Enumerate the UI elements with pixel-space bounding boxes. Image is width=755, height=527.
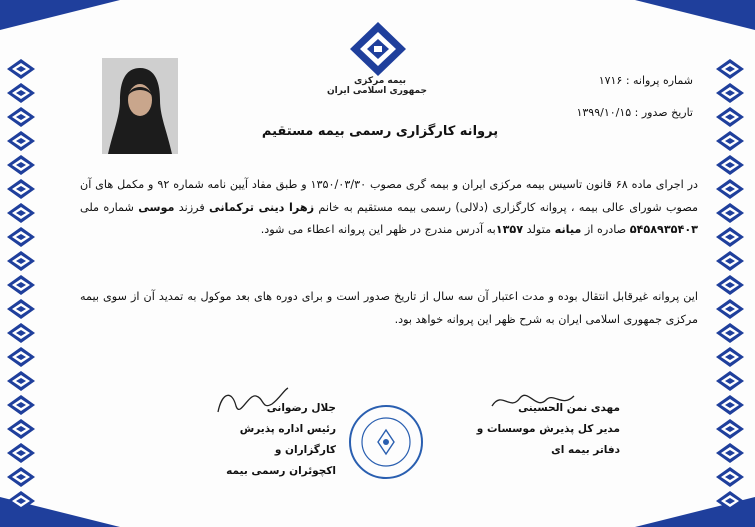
border-diamond-icon (715, 226, 745, 248)
p1-text-a: در اجرای ماده ۶۸ قانون تاسیس بیمه مرکزی ایران و بیمه گری مصوب ۱۳۵۰/۰۳/۳۰ و طبق مفاد آیین نامه شماره ۹۲ و مکمل های آن مصوب شورای عالی بیمه ، پروانه کارگزاری (دلالی) رسمی بیمه مستقیم به خانم (80, 178, 699, 214)
license-number-label: شماره پروانه : (625, 74, 693, 87)
document-title: پروانه کارگزاری رسمی بیمه مستقیم (261, 124, 499, 139)
border-diamond-icon (6, 394, 36, 416)
emblem-icon (346, 20, 410, 78)
border-diamond-icon (6, 370, 36, 392)
corner-decoration-top-left (0, 0, 120, 30)
border-diamond-icon (715, 58, 745, 80)
portrait-icon (102, 58, 178, 154)
border-diamond-icon (715, 178, 745, 200)
issue-date-label: تاریخ صدور : (634, 106, 693, 119)
left-border-pattern (6, 58, 40, 512)
license-number-value: ۱۷۱۶ (598, 74, 623, 87)
border-diamond-icon (715, 346, 745, 368)
logo-line-2: جمهوری اسلامی ایران (326, 86, 428, 96)
border-diamond-icon (715, 154, 745, 176)
border-diamond-icon (6, 226, 36, 248)
border-diamond-icon (6, 178, 36, 200)
border-diamond-icon (715, 442, 745, 464)
p1-text-c: شماره ملی (80, 200, 134, 214)
border-diamond-icon (6, 490, 36, 512)
issued-from: میانه (554, 223, 582, 236)
border-diamond-icon (715, 202, 745, 224)
border-diamond-icon (715, 298, 745, 320)
border-diamond-icon (6, 106, 36, 128)
father-name: موسی (138, 200, 175, 214)
border-diamond-icon (6, 322, 36, 344)
holder-photo (102, 58, 178, 154)
border-diamond-icon (715, 250, 745, 272)
license-number-row (599, 74, 693, 87)
border-diamond-icon (6, 418, 36, 440)
national-id: ۵۴۵۸۹۳۵۴۰۳ (629, 223, 698, 236)
p1-text-d: صادره از (584, 223, 627, 236)
border-diamond-icon (715, 370, 745, 392)
border-diamond-icon (6, 442, 36, 464)
signatory-right-name: مهدی نمن الحسینی (518, 402, 620, 414)
signatory-left-title-2: اکچوئران رسمی بیمه (226, 465, 336, 477)
border-diamond-icon (6, 250, 36, 272)
border-diamond-icon (6, 466, 36, 488)
border-diamond-icon (715, 130, 745, 152)
p1-text-f: به آدرس مندرج در ظهر این پروانه اعطاء می شود. (260, 223, 496, 236)
border-diamond-icon (715, 274, 745, 296)
border-diamond-icon (715, 490, 745, 512)
body-paragraph-2: این پروانه غیرقابل انتقال بوده و مدت اعتبار آن سه سال از تاریخ صدور است و برای دوره های بعد موکول به تمدید آن از سوی بیمه مرکزی جمهوری اسلامی ایران به شرح ظهر این پروانه خواهد بود. (80, 290, 698, 326)
border-diamond-icon (6, 130, 36, 152)
p1-text-e: متولد (526, 223, 552, 236)
signatory-right (470, 398, 620, 461)
border-diamond-icon (715, 466, 745, 488)
signatory-left (196, 398, 336, 482)
birth-year: ۱۳۵۷ (495, 223, 524, 236)
border-diamond-icon (6, 58, 36, 80)
issue-date-value: ۱۳۹۹/۱۰/۱۵ (576, 106, 632, 119)
border-diamond-icon (715, 418, 745, 440)
border-diamond-icon (6, 346, 36, 368)
border-diamond-icon (6, 274, 36, 296)
signatory-left-name: جلال رضوانی (266, 402, 336, 414)
border-diamond-icon (715, 106, 745, 128)
border-diamond-icon (6, 298, 36, 320)
logo-line-1: بیمه مرکزی (354, 76, 406, 86)
signatory-left-title-1: رئیس اداره پذیرش کارگزاران و (239, 423, 336, 456)
signatory-right-title-1: مدیر کل پذیرش موسسات و (476, 423, 620, 435)
corner-decoration-top-right (635, 0, 755, 30)
border-diamond-icon (715, 322, 745, 344)
border-diamond-icon (715, 394, 745, 416)
right-border-pattern (715, 58, 749, 512)
p1-text-b: فرزند (178, 200, 205, 214)
signatory-right-title-2: دفاتر بیمه ای (551, 444, 620, 456)
issue-date-row (576, 106, 693, 119)
body-paragraph-1 (80, 174, 698, 242)
border-diamond-icon (6, 82, 36, 104)
official-stamp-icon (346, 402, 426, 482)
holder-name: زهرا دینی ترکمانی (209, 200, 315, 214)
border-diamond-icon (6, 202, 36, 224)
border-diamond-icon (6, 154, 36, 176)
border-diamond-icon (715, 82, 745, 104)
